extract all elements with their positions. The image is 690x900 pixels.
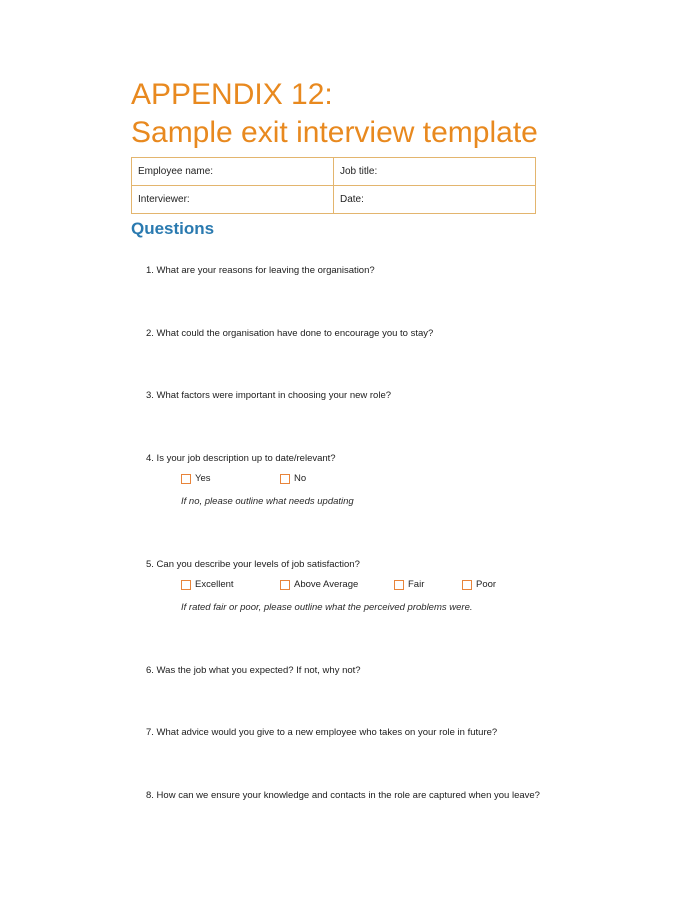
option-label: Fair [408, 579, 425, 590]
option-label: No [294, 473, 307, 484]
info-row [132, 186, 536, 214]
appendix-title: APPENDIX 12: [131, 78, 333, 111]
question-4-note: If no, please outline what needs updating [181, 496, 354, 507]
question-5-note: If rated fair or poor, please outline what the perceived problems were. [181, 602, 473, 613]
question-3: 3. What factors were important in choosing your new role? [146, 390, 392, 401]
checkbox-icon[interactable] [181, 580, 191, 590]
employee-info-table [131, 157, 536, 214]
job-title-field[interactable]: Job title: [334, 158, 536, 186]
option-excellent[interactable] [181, 579, 234, 591]
questions-heading: Questions [131, 219, 215, 238]
checkbox-icon[interactable] [394, 580, 404, 590]
option-fair[interactable] [394, 579, 424, 591]
option-label: Yes [195, 473, 211, 484]
date-field[interactable]: Date: [334, 186, 536, 214]
question-1: 1. What are your reasons for leaving the organisation? [146, 265, 375, 276]
option-no[interactable] [280, 473, 306, 485]
option-label: Excellent [195, 579, 234, 590]
interviewer-field[interactable]: Interviewer: [132, 186, 334, 214]
option-yes[interactable] [181, 473, 211, 485]
question-7: 7. What advice would you give to a new employee who takes on your role in future? [146, 727, 498, 738]
question-8: 8. How can we ensure your knowledge and contacts in the role are captured when you leave? [146, 790, 540, 801]
question-6: 6. Was the job what you expected? If not, why not? [146, 665, 361, 676]
info-row [132, 158, 536, 186]
question-5: 5. Can you describe your levels of job satisfaction? [146, 559, 360, 570]
option-above-average[interactable] [280, 579, 358, 591]
checkbox-icon[interactable] [280, 580, 290, 590]
option-poor[interactable] [462, 579, 496, 591]
option-label: Above Average [294, 579, 359, 590]
checkbox-icon[interactable] [462, 580, 472, 590]
employee-name-field[interactable]: Employee name: [132, 158, 334, 186]
document-title: Sample exit interview template [131, 116, 538, 149]
checkbox-icon[interactable] [280, 474, 290, 484]
question-4: 4. Is your job description up to date/relevant? [146, 453, 336, 464]
option-label: Poor [476, 579, 497, 590]
checkbox-icon[interactable] [181, 474, 191, 484]
question-2: 2. What could the organisation have done to encourage you to stay? [146, 328, 434, 339]
